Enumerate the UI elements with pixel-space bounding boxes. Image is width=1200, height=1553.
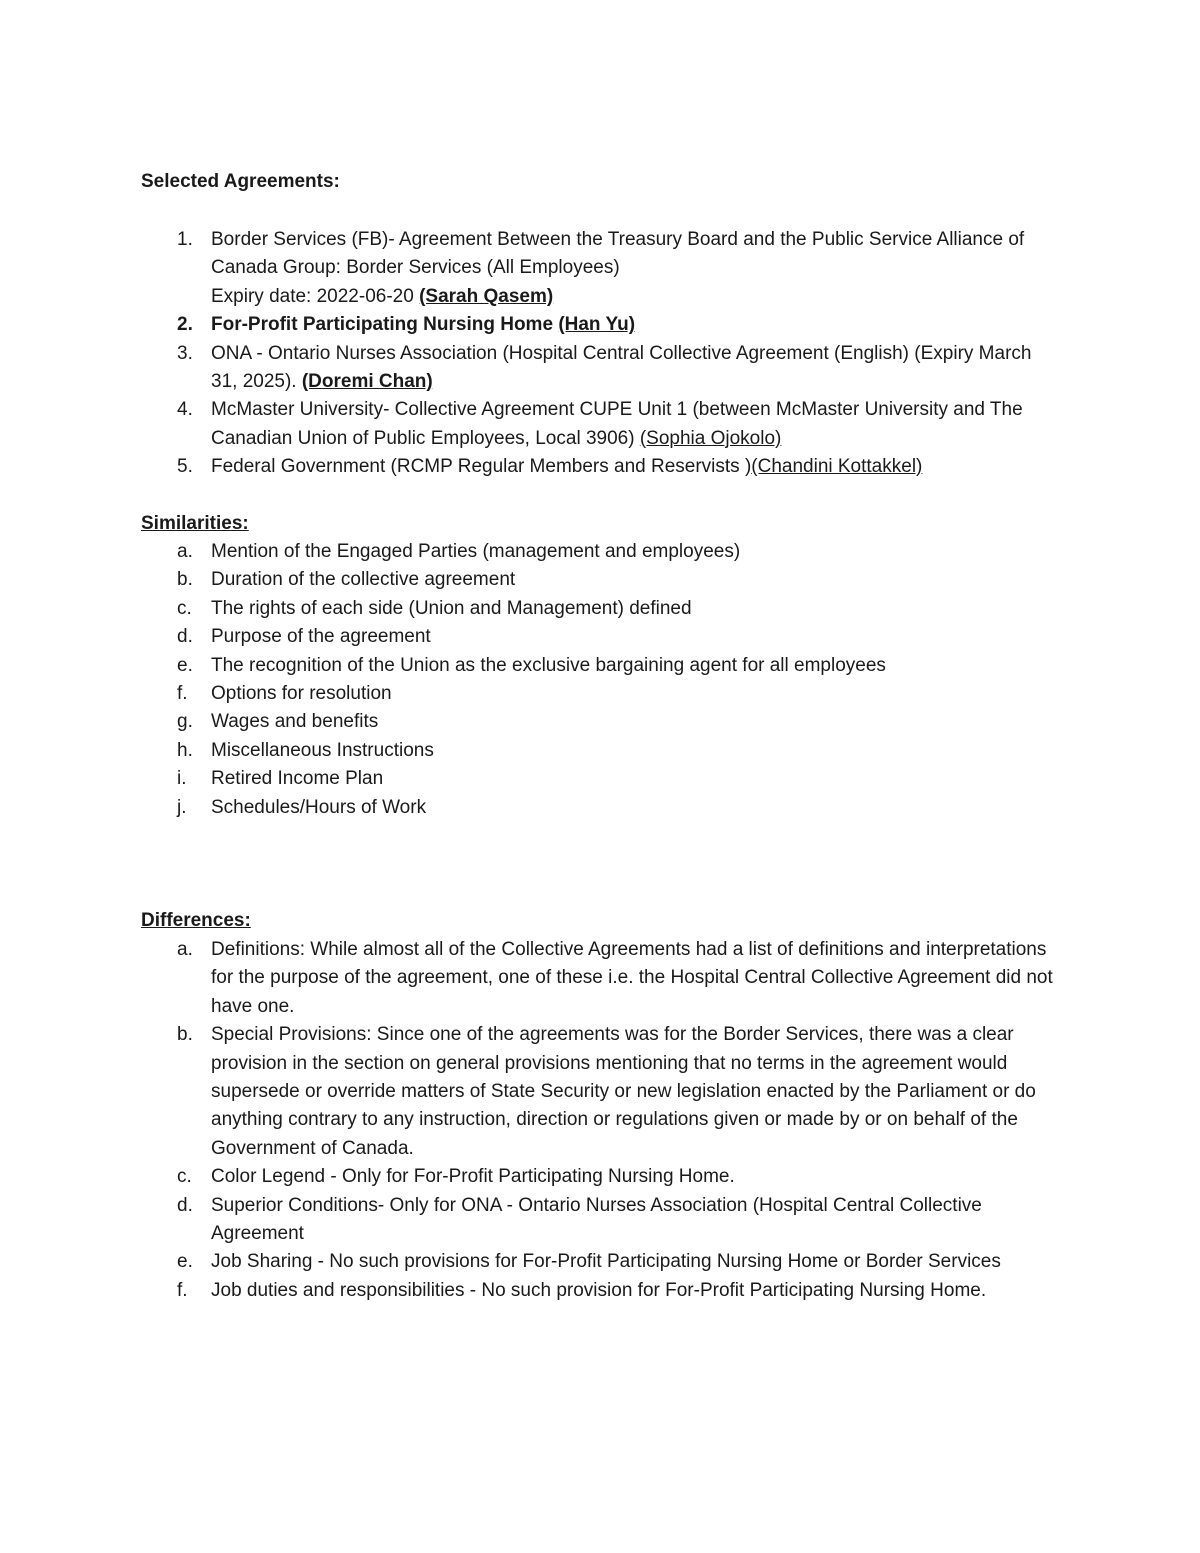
item-text: Definitions: While almost all of the Collective Agreements had a list of definitions and interpretations for the purpose of the agreement, one of these i.e. the Hospital Central Collective Agreement did not have one. xyxy=(211,939,1053,1017)
list-marker: c. xyxy=(177,1166,192,1188)
list-marker: e. xyxy=(177,654,193,676)
item-text: ONA - Ontario Nurses Association (Hospital Central Collective Agreement (English) (Expiry March 31, 2025). xyxy=(211,342,1032,393)
item-text: Color Legend - Only for For-Profit Participating Nursing Home. xyxy=(211,1166,735,1188)
assignee-name: (Chandini Kottakkel) xyxy=(751,456,923,478)
list-marker: h. xyxy=(177,739,193,761)
list-item xyxy=(0,936,1061,1021)
list-item xyxy=(0,708,1061,736)
list-marker: 5. xyxy=(177,456,193,478)
list-marker: 3. xyxy=(177,342,193,364)
list-item xyxy=(0,652,1061,680)
item-text: Superior Conditions- Only for ONA - Ontario Nurses Association (Hospital Central Collective Agreement xyxy=(211,1194,982,1245)
item-text: Special Provisions: Since one of the agreements was for the Border Services, there was a clear provision in the section on general provisions mentioning that no terms in the agreement would supersede or override matters of State Security or new legislation enacted by the Parliament or do anything contrary to any instruction, direction or regulations given or made by or on behalf of the Government of Canada. xyxy=(211,1024,1036,1159)
list-item xyxy=(0,1021,1061,1163)
list-item xyxy=(0,396,1061,453)
item-text: For-Profit Participating Nursing Home xyxy=(211,314,559,336)
list-item xyxy=(0,340,1061,397)
differences-list xyxy=(0,936,1061,1305)
similarities-heading xyxy=(141,510,249,538)
assignee-name: (Sarah Qasem) xyxy=(419,285,554,307)
item-text: Schedules/Hours of Work xyxy=(211,796,427,818)
list-marker: 2. xyxy=(177,314,193,336)
list-marker: e. xyxy=(177,1251,193,1273)
list-marker: j. xyxy=(177,796,187,818)
list-item xyxy=(0,1248,1061,1276)
list-item xyxy=(0,595,1061,623)
assignee-name: (Sophia Ojokolo) xyxy=(639,427,782,449)
list-marker: d. xyxy=(177,626,193,648)
item-text: Miscellaneous Instructions xyxy=(211,739,434,761)
list-item xyxy=(0,226,1061,311)
list-item xyxy=(0,623,1061,651)
list-marker: a. xyxy=(177,939,193,960)
list-marker: 4. xyxy=(177,399,193,421)
selected-agreements-list xyxy=(0,226,1061,482)
item-text: Wages and benefits xyxy=(211,711,379,733)
list-item xyxy=(0,765,1061,793)
list-item xyxy=(0,1163,1061,1191)
list-item xyxy=(0,680,1061,708)
item-text: McMaster University- Collective Agreement CUPE Unit 1 (between McMaster University and The Canadian Union of Public Employees, Local 3906) xyxy=(211,399,1023,449)
list-item xyxy=(0,566,1061,594)
list-marker: i. xyxy=(177,768,187,790)
item-text: Retired Income Plan xyxy=(211,768,384,790)
list-marker: f. xyxy=(177,1279,188,1301)
item-text: Job Sharing - No such provisions for For-Profit Participating Nursing Home or Border Services xyxy=(211,1251,1001,1273)
list-marker: 1. xyxy=(177,229,193,250)
item-expiry-text: Expiry date: 2022-06-20 xyxy=(211,285,420,307)
item-text: The recognition of the Union as the exclusive bargaining agent for all employees xyxy=(211,654,886,676)
heading-text: Similarities: xyxy=(141,513,249,534)
list-item xyxy=(0,737,1061,765)
list-item xyxy=(0,453,1061,481)
list-marker: b. xyxy=(177,1024,193,1046)
item-text: Duration of the collective agreement xyxy=(211,569,516,591)
assignee-name: (Doremi Chan) xyxy=(301,371,433,393)
item-text: Federal Government (RCMP Regular Members and Reservists ) xyxy=(211,456,752,478)
item-text: Purpose of the agreement xyxy=(211,626,431,648)
list-marker: b. xyxy=(177,569,193,591)
list-item xyxy=(0,1277,1061,1305)
list-marker: c. xyxy=(177,597,192,619)
list-item xyxy=(0,311,1061,339)
list-item xyxy=(0,794,1061,822)
item-text: Options for resolution xyxy=(211,683,392,705)
heading-text: Differences: xyxy=(141,910,251,931)
differences-heading xyxy=(141,907,251,935)
list-marker: f. xyxy=(177,683,188,705)
list-marker: d. xyxy=(177,1194,193,1216)
item-text: Mention of the Engaged Parties (management and employees) xyxy=(211,541,741,562)
list-marker: a. xyxy=(177,541,193,562)
list-item xyxy=(0,1192,1061,1249)
item-text: The rights of each side (Union and Management) defined xyxy=(211,597,692,619)
similarities-list xyxy=(0,538,1061,822)
selected-agreements-heading: Selected Agreements: xyxy=(141,171,340,192)
list-marker: g. xyxy=(177,711,193,733)
item-text: Border Services (FB)- Agreement Between the Treasury Board and the Public Service Alliance of Canada Group: Border Services (All Employees) xyxy=(211,229,1025,279)
item-text: Job duties and responsibilities - No such provision for For-Profit Participating Nursing Home. xyxy=(211,1279,987,1301)
list-item xyxy=(0,538,1061,566)
assignee-name: (Han Yu) xyxy=(558,314,636,336)
